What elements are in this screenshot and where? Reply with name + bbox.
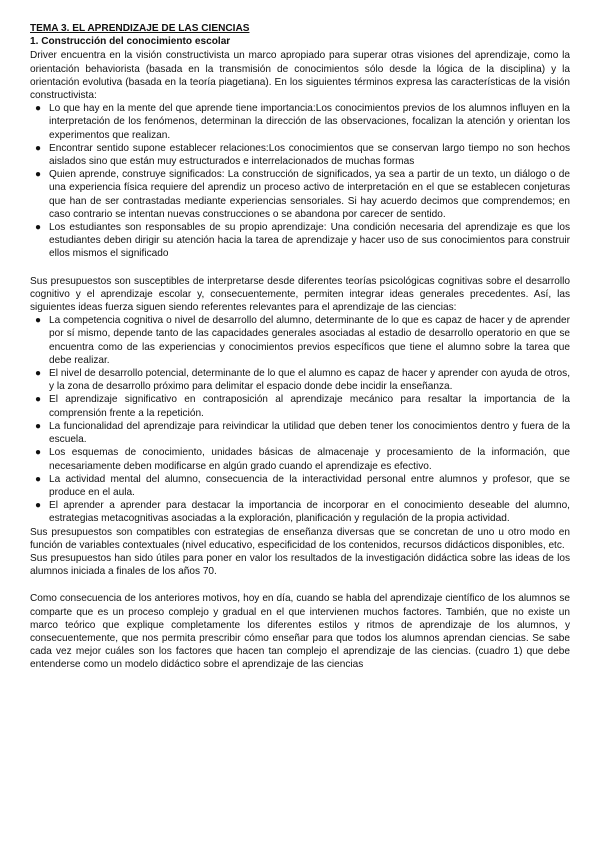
bullet-icon: ● [35, 103, 42, 115]
list-item: ● El nivel de desarrollo potencial, determinante de lo que el alumno es capaz de hacer y aprender con ayuda de otros, y la zona de desarrollo próximo para delimitar el espacio donde debe incidir la enseñanza. [35, 368, 570, 393]
list-item: ● Encontrar sentido supone establecer relaciones:Los conocimientos que se conservan largo tiempo no son hechos aislados sino que están muy estructurados e interrelacionados de muchas formas [35, 142, 570, 168]
ideas-paragraph: Sus presupuestos son susceptibles de interpretarse desde diferentes teorías psicológicas cognitivas sobre el desarrollo cognitivo y el aprendizaje escolar y, consecuentemente, permiten integrar ideas generales precedentes. Así, las siguientes ideas fuerza siguen siendo referentes relevantes para el aprendizaje de las ciencias: [30, 275, 570, 314]
bullet-icon: ● [35, 500, 42, 512]
bullet-icon: ● [35, 142, 42, 154]
bullet-icon: ● [35, 447, 42, 459]
list-item: ● La competencia cognitiva o nivel de desarrollo del alumno, determinante de lo que es capaz de hacer y de aprender por sí mismo, depende tanto de las capacidades generales asociadas al estadio de desarrollo operatorio en que se encuentra como de las experiencias y conocimientos previos específicos que tiene el alumno sobre la tarea que debe realizar. [35, 315, 570, 366]
list-item: ● Los esquemas de conocimiento, unidades básicas de almacenaje y procesamiento de la información, que necesariamente deben modificarse en algún grado cuando el aprendizaje es efectivo. [35, 447, 570, 472]
constructivist-list [30, 102, 570, 260]
list-item: ● El aprender a aprender para destacar la importancia de incorporar en el conocimiento deseable del alumno, estrategias metacognitivas asociadas a la exploración, planificación y regulación de la propia actividad. [35, 500, 570, 525]
bullet-icon: ● [35, 169, 42, 181]
section-heading: 1. Construcción del conocimiento escolar [30, 36, 231, 48]
research-paragraph: Sus presupuestos han sido útiles para poner en valor los resultados de la investigación didáctica sobre las ideas de los alumnos iniciada a finales de los años 70. [30, 552, 570, 578]
paragraph-gap [30, 578, 570, 592]
bullet-icon: ● [35, 473, 42, 485]
intro-paragraph: Driver encuentra en la visión constructivista un marco apropiado para superar otras visiones del aprendizaje, como la orientación behaviorista (basada en la transmisión de conocimientos sólo desde la lógica de la disciplina) y la orientación evolutiva (basada en la teoría piagetiana). En los siguientes términos expresa las características de la visión constructivista: [30, 50, 570, 102]
bullet-icon: ● [35, 315, 42, 327]
list-item: ● La funcionalidad del aprendizaje para reivindicar la utilidad que deben tener los conocimientos dentro y fuera de la escuela. [35, 420, 570, 446]
list-item: ● La actividad mental del alumno, consecuencia de la interactividad personal entre alumnos y profesor, que se produce en el aula. [35, 473, 570, 498]
list-item: ● El aprendizaje significativo en contraposición al aprendizaje mecánico para resaltar la importancia de la comprensión frente a la repetición. [35, 394, 570, 419]
bullet-icon: ● [35, 368, 42, 380]
document-title: TEMA 3. EL APRENDIZAJE DE LAS CIENCIAS [30, 23, 250, 34]
bullet-icon: ● [35, 420, 42, 432]
bullet-icon: ● [35, 222, 42, 234]
list-item: ● Quien aprende, construye significados: La construcción de significados, ya sea a partir de un texto, un diálogo o de una experiencia física requiere del aprendiz un proceso activo de interpretación en el que se establecen conjeturas que han de ser contrastadas mediante experiencias sensoriales. Si hay acuerdo decimos que comprendemos; en caso contrario se intentan nuevas construcciones o se abandona por carecer de sentido. [35, 169, 570, 220]
list-item: ● Lo que hay en la mente del que aprende tiene importancia:Los conocimientos previos de los alumnos influyen en la interpretación de los fenómenos, determinan la dirección de las observaciones, focalizan la atención y orientan los experimentos que realizan. [35, 103, 570, 141]
paragraph-gap [30, 261, 570, 275]
bullet-icon: ● [35, 394, 42, 406]
conclusion-paragraph: Como consecuencia de los anteriores motivos, hoy en día, cuando se habla del aprendizaje científico de los alumnos se comparte que es un proceso complejo y gradual en el que intervienen muchos factores. También, que no existe un marco teórico que explique completamente los diferentes estilos y ritmos de aprendizaje de los alumnos, y consecuentemente, que nos permita prescribir cómo enseñar para que todos los alumnos aprendan ciencias. Se sabe cada vez mejor cuáles son los factores que hacen tan complejo el aprendizaje de las ciencias. (cuadro 1) que debe entenderse como un modelo didáctico sobre el aprendizaje de las ciencias [30, 593, 570, 671]
strategies-paragraph: Sus presupuestos son compatibles con estrategias de enseñanza diversas que se concretan de uno u otro modo en función de variables contextuales (nivel educativo, especificidad de los contenidos, recursos didácticos disponibles, etc. [30, 526, 570, 551]
list-item: ● Los estudiantes son responsables de su propio aprendizaje: Una condición necesaria del aprendizaje es que los estudiantes deben dirigir su atención hacia la tarea de aprendizaje y hacer uso de sus conocimientos para construir ellos mismos el significado [35, 222, 570, 260]
ideas-list [30, 314, 570, 525]
